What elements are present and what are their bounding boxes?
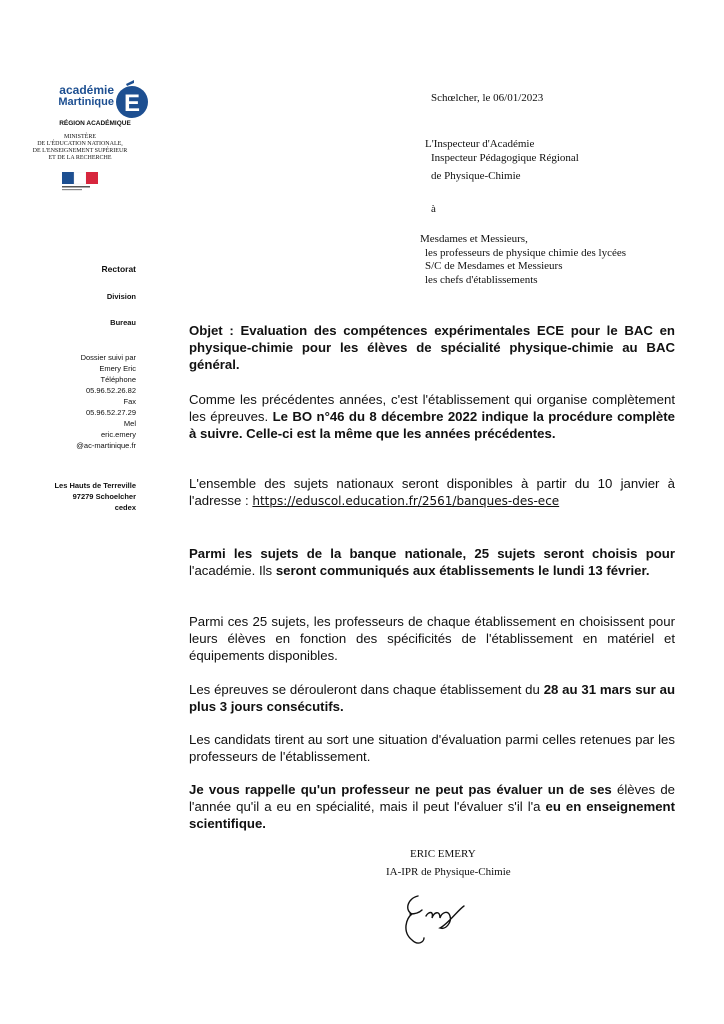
- objet-paragraph: Objet : Evaluation des compétences expérimentales ECE pour le BAC en physique-chimie pour les élèves de spécialité physique-chimie au BAC général.: [189, 323, 675, 372]
- paragraph-banque-nationale: Parmi les sujets de la banque nationale, 25 sujets seront choisis pour l'académie. Ils seront communiqués aux établissements le lundi 13 février.: [189, 546, 675, 578]
- handwritten-signature: [400, 888, 470, 950]
- logo-academie-text: académie: [59, 83, 114, 97]
- paragraph-organisation: Comme les précédentes années, c'est l'établissement qui organise complètement les épreuves. Le BO n°46 du 8 décembre 2022 indique la procédure complète à suivre. Celle-ci est la même que les années précédentes.: [189, 392, 675, 441]
- signatory-name: ERIC EMERY: [410, 848, 476, 860]
- sidebar-division: Division: [106, 292, 136, 301]
- sidebar-address: Les Hauts de Terreville 97279 Schoelcher cedex: [54, 481, 136, 512]
- ministere-label: MINISTÈRE DE L'ÉDUCATION NATIONALE, DE L'ENSEIGNEMENT SUPÉRIEUR ET DE LA RECHERCHE: [32, 134, 128, 161]
- svg-text:E: E: [123, 90, 141, 117]
- sidebar-rectorat: Rectorat: [101, 264, 136, 274]
- paragraph-dates-epreuves: Les épreuves se dérouleront dans chaque établissement du 28 au 31 mars sur au plus 3 jours consécutifs.: [189, 682, 675, 714]
- logo-e-icon: [112, 80, 152, 120]
- region-academique-label: RÉGION ACADÉMIQUE: [59, 120, 131, 127]
- paragraph-choix-sujets: Parmi ces 25 sujets, les professeurs de chaque établissement en choisissent pour leurs élèves en fonction des spécificités de l'établissement en matériel et équipements disponibles.: [189, 614, 675, 663]
- sidebar-contact: Dossier suivi par Emery Eric Téléphone 05.96.52.26.82 Fax 05.96.52.27.29 Mel eric.emery @ac-martinique.fr: [76, 353, 136, 450]
- logo-martinique-text: Martinique: [58, 96, 114, 108]
- signatory-title: IA-IPR de Physique-Chimie: [386, 866, 511, 878]
- recipient-block: Mesdames et Messieurs, les professeurs de physique chimie des lycées S/C de Mesdames et Messieurs les chefs d'établissements: [420, 233, 626, 286]
- sidebar-bureau: Bureau: [110, 318, 136, 327]
- republique-francaise-logo: [62, 172, 98, 192]
- letter-date: Schœlcher, le 06/01/2023: [431, 92, 544, 104]
- sender-block: L'Inspecteur d'Académie Inspecteur Pédagogique Régional de Physique-Chimie: [425, 138, 579, 182]
- paragraph-sujets-nationaux: L'ensemble des sujets nationaux seront disponibles à partir du 10 janvier à l'adresse : https://eduscol.education.fr/2561/banques-des-ece: [189, 476, 675, 508]
- paragraph-tirage-au-sort: Les candidats tirent au sort une situation d'évaluation parmi celles retenues par les professeurs de l'établissement.: [189, 732, 675, 764]
- to-word: à: [431, 203, 436, 215]
- paragraph-rappel: Je vous rappelle qu'un professeur ne peut pas évaluer un de ses élèves de l'année qu'il a eu en spécialité, mais il peut l'évaluer s'il l'a eu en enseignement scientifique.: [189, 782, 676, 831]
- eduscol-link[interactable]: https://eduscol.education.fr/2561/banques-des-ece: [252, 494, 560, 508]
